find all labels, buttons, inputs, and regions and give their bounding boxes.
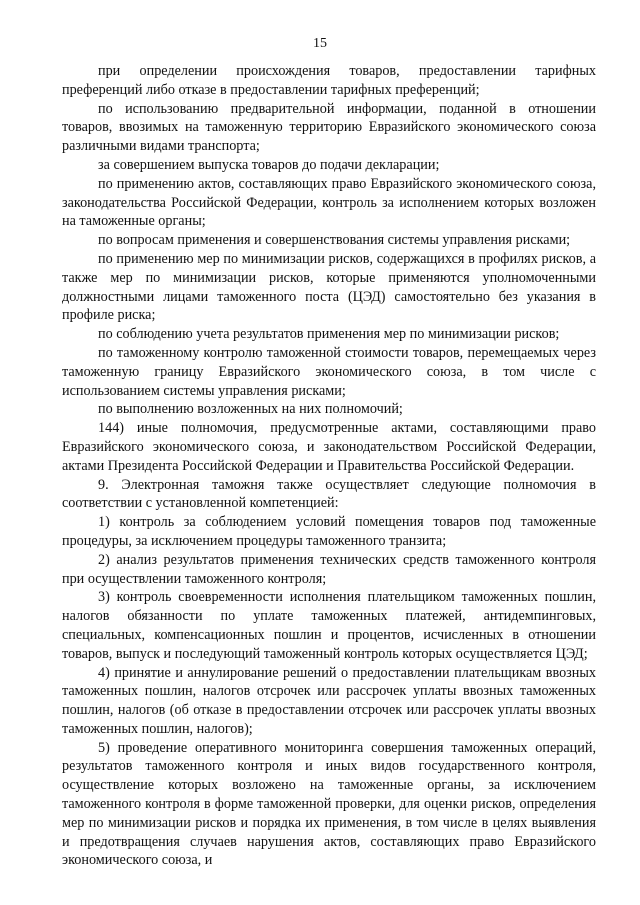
page-number: 15 <box>313 36 327 51</box>
document-body <box>62 62 596 870</box>
paragraph: по выполнению возложенных на них полномочий; <box>98 401 403 418</box>
paragraph: 3) контроль своевременности исполнения плательщиком таможенных пошлин, налогов обязанности по уплате таможенных платежей, антидемпинговых, специальных, компенсационных пошлин и процентов, исчисленных в отношении товаров, выпуск и последующий таможенный контроль которых осуществляется ЦЭД; <box>62 589 596 662</box>
paragraph: по применению мер по минимизации рисков, содержащихся в профилях рисков, а также мер по минимизации рисков, которые применяются уполномоченными должностными лицами таможенного поста (ЦЭД) самостоятельно без указания в профиле риска; <box>62 250 596 324</box>
paragraph: 5) проведение оперативного мониторинга совершения таможенных операций, результатов таможенного контроля и иных видов государственного контроля, осуществление которых возложено на таможенные органы, за исключением таможенного контроля в форме таможенной проверки, для оценки рисков, определения мер по минимизации рисков и порядка их применения, в том числе в целях выявления и предотвращения случаев нарушения актов, составляющих право Евразийского экономического союза, и <box>62 739 596 869</box>
paragraph: при определении происхождения товаров, предоставлении тарифных преференций либо отказе в предоставлении тарифных преференций; <box>62 63 596 98</box>
paragraph: по применению актов, составляющих право Евразийского экономического союза, законодательства Российской Федерации, контроль за исполнением которых возложен на таможенные органы; <box>62 175 596 230</box>
paragraph: по использованию предварительной информации, поданной в отношении товаров, ввозимых на таможенную территорию Евразийского экономического союза различными видами транспорта; <box>62 100 596 155</box>
paragraph: 9. Электронная таможня также осуществляет следующие полномочия в соответствии с установленной компетенцией: <box>62 476 596 512</box>
paragraph: 144) иные полномочия, предусмотренные актами, составляющими право Евразийского экономического союза, и законодательством Российской Федерации, актами Президента Российской Федерации и Правительства Российской Федерации. <box>62 420 596 474</box>
paragraph: 4) принятие и аннулирование решений о предоставлении плательщикам ввозных таможенных пошлин, налогов отсрочек или рассрочек уплаты ввозных таможенных пошлин, налогов (об отказе в предоставлении отсрочек или рассрочек уплаты ввозных таможенных пошлин, налогов); <box>62 664 596 737</box>
paragraph: 1) контроль за соблюдением условий помещения товаров под таможенные процедуры, за исключением процедуры таможенного транзита; <box>62 514 596 549</box>
paragraph: 2) анализ результатов применения технических средств таможенного контроля при осуществлении таможенного контроля; <box>62 551 596 587</box>
paragraph: по таможенному контролю таможенной стоимости товаров, перемещаемых через таможенную границу Евразийского экономического союза, в том числе с использованием системы управления рисками; <box>62 344 596 399</box>
paragraph: по соблюдению учета результатов применения мер по минимизации рисков; <box>98 326 560 343</box>
paragraph: по вопросам применения и совершенствования системы управления рисками; <box>98 232 571 249</box>
paragraph: за совершением выпуска товаров до подачи декларации; <box>98 156 440 173</box>
